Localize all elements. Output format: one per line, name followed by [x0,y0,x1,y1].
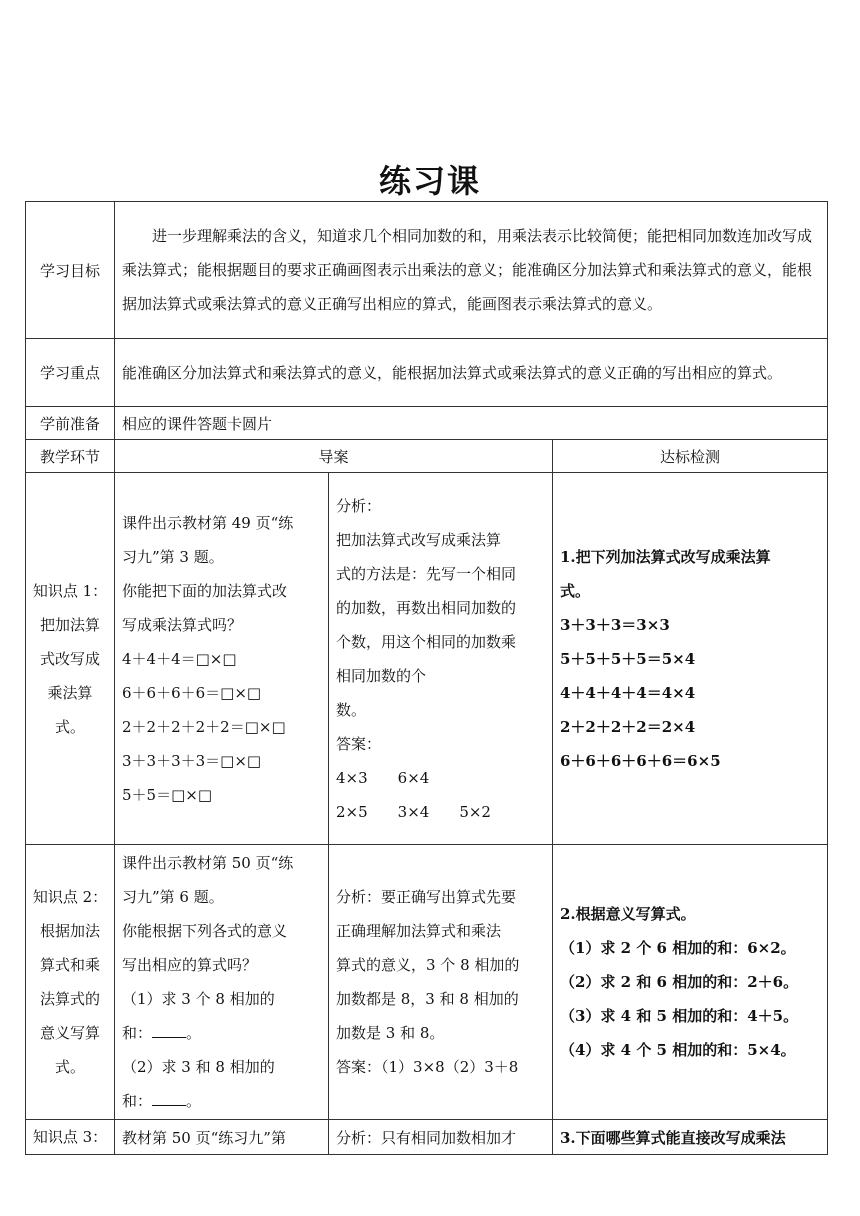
kp1-answer: 4×3 [336,768,368,787]
kp2-label-line: 意义写算 [39,1024,100,1042]
objective-label: 学习目标 [26,202,115,339]
kp1-check-line: 4＋4＋4＋4＝4×4 [560,683,696,702]
kp3-analysis: 分析：只有相同加数相加才 [329,1120,553,1155]
kp1-label-line: 式改写成 [39,649,100,668]
kp3-check: 3.下面哪些算式能直接改写成乘法 [553,1120,828,1155]
kp1-analysis-line: 式的方法是：先写一个相同 [336,564,517,583]
kp1-check-line: 5＋5＋5＋5＝5×4 [560,649,696,668]
kp2-guide-line: 你能根据下列各式的意义 [122,922,288,940]
kp1-label [26,473,115,845]
answer-blank [152,1091,186,1106]
kp1-check-line: 6＋6＋6＋6＋6＝6×5 [560,751,721,770]
kp1-analysis-line: 个数，用这个相同的加数乘 [336,632,517,651]
kp2-guide-line: 习九”第 6 题。 [122,888,224,906]
kp2-q2-tail: 和： [122,1092,153,1110]
kp2-period: 。 [186,1092,202,1110]
kp1-analysis-line: 的加数，再数出相同加数的 [336,598,517,617]
kp1-answer: 5×2 [459,802,491,821]
kp2-check [553,845,828,1120]
kp1-guide-line: 你能把下面的加法算式改 [122,581,288,600]
kp2-row [26,845,828,1120]
kp2-analysis-line: 算式的意义，3 个 8 相加的 [336,956,520,974]
kp1-guide-line: 3＋3＋3＋3＝□×□ [122,751,262,770]
kp1-check [553,473,828,845]
kp1-guide-line: 习九”第 3 题。 [122,547,224,566]
preparation-label: 学前准备 [26,407,115,440]
kp1-analysis-line: 答案： [336,734,382,753]
kp1-answers-line-2 [336,795,545,829]
kp1-check-line: 3＋3＋3＝3×3 [560,615,670,634]
answer-blank [152,1023,186,1038]
kp2-guide-line: 写出相应的算式吗？ [122,956,258,974]
kp2-check-line: （3）求 4 和 5 相加的和：4＋5。 [560,1007,799,1025]
kp2-label-line: 算式和乘 [39,956,100,974]
key-point-label: 学习重点 [26,339,115,407]
kp2-check-line: （1）求 2 个 6 相加的和：6×2。 [560,939,796,957]
kp1-label-line: 式。 [54,717,85,736]
kp1-check-line: 2＋2＋2＋2＝2×4 [560,717,696,736]
key-point-text: 能准确区分加法算式和乘法算式的意义，能根据加法算式或乘法算式的意义正确的写出相应的算式。 [115,339,828,407]
header-check: 达标检测 [553,440,828,473]
kp2-label-line: 根据加法 [39,922,100,940]
kp2-q2-answer-line [122,1084,321,1118]
kp2-q2-line: （2）求 3 和 8 相加的 [122,1058,275,1076]
kp2-analysis-line: 正确理解加法算式和乘法 [336,922,502,940]
kp1-answer: 2×5 [336,802,368,821]
kp2-period: 。 [186,1024,202,1042]
kp1-check-line: 1.把下列加法算式改写成乘法算 [560,547,771,566]
key-point-row [26,339,828,407]
kp3-label: 知识点 3： [26,1120,115,1155]
kp1-analysis-line: 把加法算式改写成乘法算 [336,530,502,549]
kp2-analysis [329,845,553,1120]
kp1-guide-line: 5＋5＝□×□ [122,785,213,804]
kp1-row [26,473,828,845]
kp2-label-line: 知识点 2： [32,888,108,906]
kp1-answer: 6×4 [397,768,430,787]
kp2-label [26,845,115,1120]
kp1-label-line: 乘法算 [47,683,93,702]
kp1-guide-line: 写成乘法算式吗？ [122,615,243,634]
kp2-check-line: （2）求 2 和 6 相加的和：2＋6。 [560,973,799,991]
kp3-guide: 教材第 50 页“练习九”第 [115,1120,329,1155]
kp2-q1-answer-line [122,1016,321,1050]
preparation-row [26,407,828,440]
kp1-analysis [329,473,553,845]
kp2-analysis-line: 加数是 3 和 8。 [336,1024,445,1042]
page-title: 练习课 [378,162,481,200]
kp1-answers-line-1 [336,761,545,795]
kp1-label-line: 知识点 1： [32,581,108,600]
header-guide: 导案 [115,440,553,473]
kp2-guide-line: （1）求 3 个 8 相加的 [122,990,275,1008]
objective-row [26,202,828,339]
kp2-q1-tail: 和： [122,1024,153,1042]
kp2-check-line: （4）求 4 个 5 相加的和：5×4。 [560,1041,796,1059]
kp2-label-line: 法算式的 [39,990,100,1008]
kp1-guide [115,473,329,845]
kp1-guide-line: 4＋4＋4＝□×□ [122,649,237,668]
kp1-analysis-line: 数。 [336,700,367,719]
preparation-text: 相应的课件答题卡圆片 [115,407,828,440]
header-row [26,440,828,473]
kp1-label-line: 把加法算 [39,615,100,634]
kp2-analysis-line: 分析：要正确写出算式先要 [336,888,517,906]
header-stage: 教学环节 [26,440,115,473]
kp1-analysis-line: 相同加数的个 [336,666,427,685]
kp2-analysis-line: 加数都是 8，3 和 8 相加的 [336,990,519,1008]
kp2-guide-line: 课件出示教材第 50 页“练 [122,854,294,872]
kp2-check-line: 2.根据意义写算式。 [560,905,696,923]
kp1-analysis-line: 分析： [336,496,382,515]
lesson-table [25,201,828,1155]
kp1-answer: 3×4 [397,802,430,821]
kp1-guide-line: 课件出示教材第 49 页“练 [122,513,294,532]
kp1-guide-line: 6＋6＋6＋6＝□×□ [122,683,262,702]
kp2-analysis-line: 答案：（1）3×8（2）3＋8 [336,1058,519,1076]
kp2-guide [115,845,329,1120]
kp3-row [26,1120,828,1155]
kp1-check-line: 式。 [560,581,591,600]
kp1-guide-line: 2＋2＋2＋2＋2＝□×□ [122,717,286,736]
objective-text: 进一步理解乘法的含义，知道求几个相同加数的和，用乘法表示比较简便；能把相同加数连加改写成乘法算式；能根据题目的要求正确画图表示出乘法的意义；能准确区分加法算式和乘法算式的意义，能根据加法算式或乘法算式的意义正确写出相应的算式，能画图表示乘法算式的意义。 [115,202,828,339]
kp2-label-line: 式。 [54,1058,85,1076]
